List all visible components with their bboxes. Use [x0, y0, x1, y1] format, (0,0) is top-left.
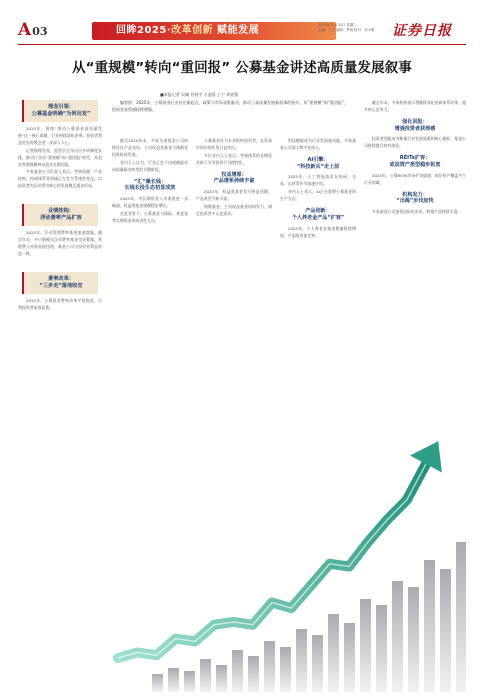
paragraph: 2025年，围绕“推动公募基金高质量发展”这一核心命题，行业持续深化改革。投资者利益优先的理念进一步深入人心。: [18, 126, 102, 145]
body-column-2: [196, 138, 272, 438]
paragraph: 2025年，公募REITs市场扩容提速，底层资产覆盖多个行业领域。: [364, 172, 466, 185]
column-body: [280, 226, 356, 240]
chart-bar: [424, 560, 435, 692]
header-divider: [18, 44, 466, 45]
article-byline: ■本报记者 吴珊 昌校宇 方凌晨 王宁 刘钥强: [160, 92, 239, 97]
chart-bar: [312, 635, 323, 692]
chart-bar: [328, 614, 339, 692]
growth-chart-illustration: [112, 440, 466, 698]
column-body: [280, 174, 356, 203]
edition-date: 2025年12月31日 星期三: [318, 23, 357, 27]
heading-line: 底层资产类型稳步拓宽: [389, 162, 441, 169]
heading-line: 个人养老金产品“扩容”: [291, 214, 345, 221]
section-body: [18, 230, 102, 258]
kicker-line: “三步走”落地收官: [39, 282, 83, 289]
paragraph: 业内人士表示，AI正在重塑公募基金的生产方式。: [280, 189, 356, 202]
heading-line: REITs扩容：: [399, 155, 431, 162]
column-body: [364, 209, 466, 216]
column-body: [364, 173, 466, 187]
theme-banner: [92, 22, 336, 40]
section-heading: [196, 172, 272, 186]
kicker-line: 浮动费率产品扩容: [40, 215, 82, 222]
chart-bar: [360, 599, 371, 692]
column-body: [364, 100, 466, 114]
body-column-4: [364, 100, 466, 438]
paragraph: 2025年，人工智能技术在投研、交易、运营等环节加速应用。: [280, 174, 356, 187]
chart-bar: [408, 587, 419, 692]
chart-bar: [184, 671, 195, 692]
section-kicker: [22, 272, 98, 294]
paragraph: 截至2025年末，多家头部基金公司持续优化产品布局，主动权益类基金与指数化投资协同发展。: [112, 138, 188, 157]
section-kicker: [22, 100, 98, 122]
section-body: [18, 126, 102, 190]
paragraph: 多家基金公司加快国际化布局，跨境产品持续丰富。: [372, 209, 462, 215]
paragraph: 业内人士认为，行业正处于由规模驱动向质量驱动转型的关键阶段。: [112, 159, 188, 172]
banner-prefix: 回眸2025: [116, 25, 167, 36]
heading-line: 增强投资者获得感: [394, 125, 436, 132]
paragraph: 指数基金、主动权益基金协同发力，满足投资者多元化需求。: [196, 204, 272, 216]
chart-bar: [232, 650, 243, 692]
paragraph: 多家基金公司负责人表示，考核机制、产品结构、投研体系等领域正在发生系统性变化，以投资者实际获得为核心的发展模式逐步形成。: [18, 169, 102, 189]
column-body: [196, 189, 272, 218]
growth-chart-svg: [112, 440, 466, 698]
column-body: [280, 138, 356, 152]
paragraph: 2025年，公募基金费率改革平稳推进，让利投资者成效显著。: [18, 297, 102, 310]
column-body: [112, 196, 188, 225]
chart-bar: [296, 629, 307, 692]
paragraph: 公募基金作为专业机构投资者，在资本市场中的作用日益突出。: [196, 138, 272, 150]
section-heading: [364, 192, 466, 206]
chart-bar: [200, 659, 211, 692]
banner-tail: 赋能发展: [217, 25, 260, 36]
heading-line: AI引擎：: [307, 156, 329, 163]
kicker-line: 理念引领：: [48, 104, 74, 110]
chart-bar: [392, 581, 403, 692]
column-body: [196, 138, 272, 167]
heading-line: 产品谱系持续丰富: [213, 178, 255, 185]
paragraph: 2025年，中长期资金入市渠道进一步畅通，权益类基金规模稳步增长。: [112, 196, 188, 209]
paragraph: 科技赋能成为行业发展新动能，多家基金公司加大数字化投入。: [280, 138, 356, 150]
chart-bar: [440, 569, 451, 692]
bars-layer: [152, 542, 466, 692]
section-heading: [280, 157, 356, 171]
section-body: [18, 298, 102, 312]
body-column-1: [112, 138, 188, 438]
chart-bar: [168, 668, 179, 692]
heading-line: “科技新兵”走上前: [296, 163, 340, 170]
masthead: [0, 0, 484, 44]
page-number: 03: [32, 25, 48, 38]
body-column-3: [280, 138, 356, 438]
heading-line: 强化回报：: [402, 118, 428, 125]
chart-bar: [280, 647, 291, 692]
page-marker: [18, 22, 48, 39]
paragraph: 2025年，权益类基金发行明显回暖，产品类型不断丰富。: [196, 189, 272, 202]
paragraph: 截至年末，多家机构表示将继续深化投研体系改革，提升核心竞争力。: [364, 100, 466, 112]
section-heading: [112, 179, 188, 193]
kicker-line: 公募基金明确“为何出发”: [31, 111, 91, 117]
heading-line: “汇”聚长钱：: [133, 178, 167, 185]
paragraph: 在此背景下，公募基金与保险、养老金等长期资金形成良性互动。: [112, 210, 188, 223]
paragraph: 投资者回报成为衡量行业发展质量的核心指标，基金公司持续提升持有体验。: [364, 136, 466, 149]
chart-bar: [344, 623, 355, 692]
chart-bar: [216, 665, 227, 692]
heading-line: 权益增厚：: [221, 171, 247, 178]
section-kicker: [22, 204, 98, 226]
paragraph: 2025年，个人养老金基金数量持续增加，产品线更加完善。: [280, 225, 356, 238]
edition-editors: 主编：王宁 编辑：季雨 校对：李小明: [318, 28, 375, 32]
paragraph: 2025年，浮动管理费率基金加速落地。截至年末，多只新模式浮动费率基金完成募集，管理费与业绩表现挂钩，基金公司与投资者利益更趋一致。: [18, 230, 102, 256]
page-letter: A: [18, 20, 32, 40]
chart-bar: [264, 641, 275, 692]
left-sidebar-column: [18, 97, 102, 697]
section-heading: [364, 119, 466, 133]
paragraph: 记者梳理发现，监管层全年出台多项制度安排，推动行业从“重规模”向“重回报”转型，从追求管理规模转向追求长期回报。: [18, 147, 102, 167]
paragraph: 多位业内人士表示，考核体系的长期化有助于引导投资行为理性化。: [196, 152, 272, 165]
section-heading: [280, 208, 356, 222]
kicker-line: 费率改革：: [48, 275, 74, 282]
section-heading: [364, 155, 466, 169]
heading-line: “出海”步伐加快: [396, 198, 434, 205]
column-body: [112, 138, 188, 174]
editors-note: 编者按：2025年，公募基金行业站在新起点，政策与市场双重驱动，推动了高质量发展新叙事的展开。从“重规模”到“重回报”，投资者获得感持续增强。: [112, 100, 348, 112]
chart-bar: [456, 542, 466, 692]
banner-slogan: 改革创新: [171, 25, 214, 36]
chart-bar: [248, 656, 259, 692]
edition-meta: [318, 23, 382, 33]
heading-line: 长钱长投生态初显成效: [124, 185, 176, 192]
heading-line: 产品创新：: [305, 208, 331, 215]
heading-line: 机构发力：: [402, 191, 428, 198]
chart-bar: [376, 605, 387, 692]
kicker-line: 业绩挂钩：: [48, 208, 74, 215]
banner-separator: ·: [166, 25, 172, 36]
chart-bar: [152, 674, 163, 692]
newspaper-brand-logo: 证券日报: [392, 23, 452, 39]
column-body: [364, 136, 466, 150]
article-headline: 从“重规模”转向“重回报” 公募基金讲述高质量发展叙事: [72, 61, 412, 76]
